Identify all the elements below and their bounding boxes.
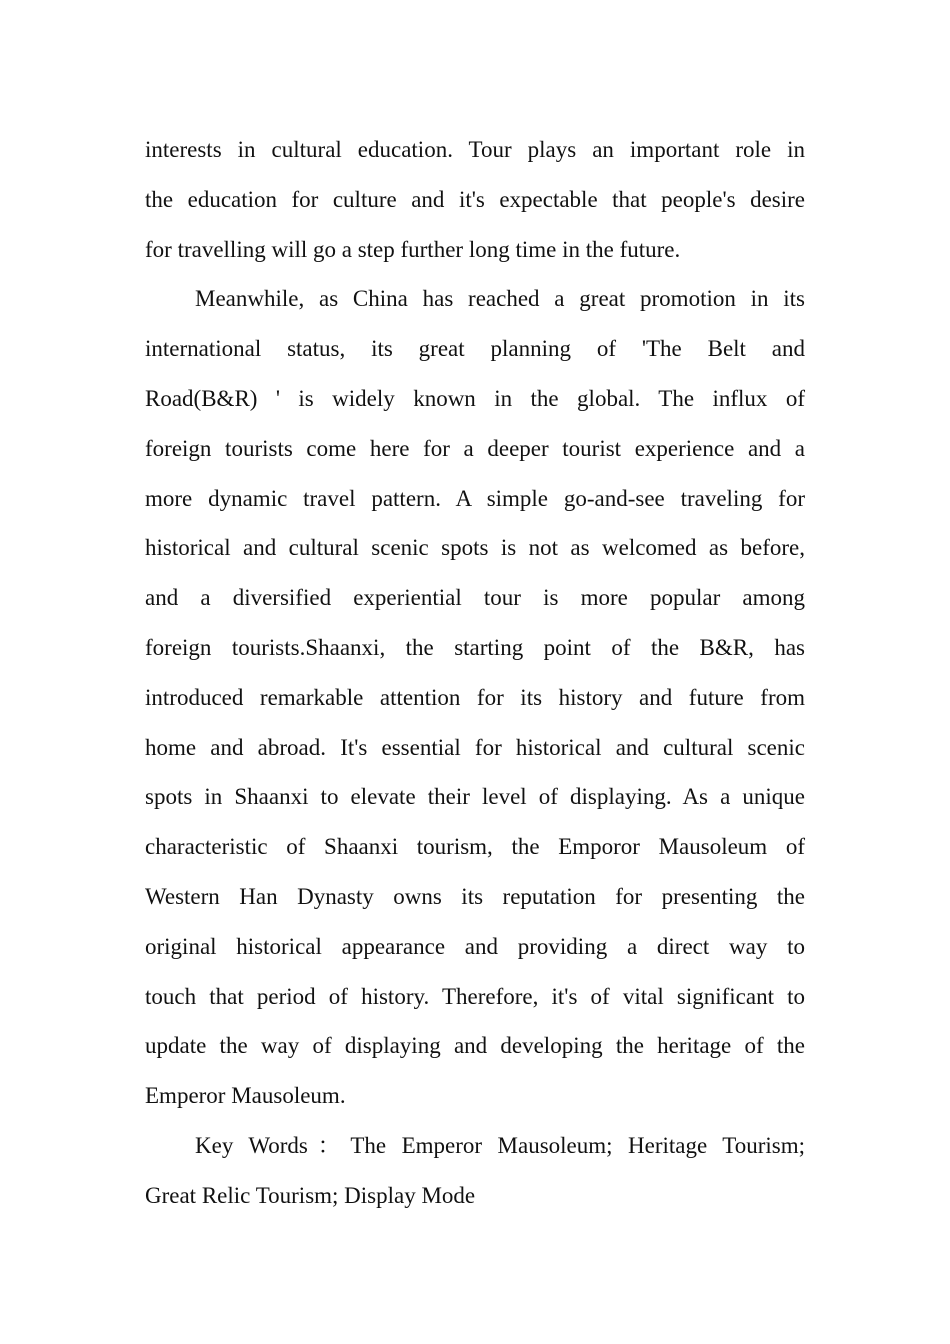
text-line: more dynamic travel pattern. A simple go-and-see traveling for [145, 485, 805, 511]
text-line: update the way of displaying and developing the heritage of the [145, 1033, 805, 1059]
paragraph-meanwhile [145, 274, 805, 1121]
text-line: spots in Shaanxi to elevate their level of displaying. As a unique [145, 784, 805, 810]
text-line: historical and cultural scenic spots is not as welcomed as before, [145, 535, 805, 561]
text-line: for travelling will go a step further long time in the future. [145, 236, 681, 262]
text-line: home and abroad. It's essential for historical and cultural scenic [145, 734, 805, 760]
text-line: original historical appearance and providing a direct way to [145, 933, 805, 959]
text-line: Emperor Mausoleum. [145, 1083, 346, 1109]
document-page [145, 125, 805, 1221]
text-line: interests in cultural education. Tour plays an important role in [145, 137, 805, 162]
text-line: Road(B&R) ' is widely known in the global. The influx of [145, 385, 805, 411]
text-line: introduced remarkable attention for its history and future from [145, 684, 805, 710]
text-line: foreign tourists come here for a deeper tourist experience and a [145, 435, 805, 461]
text-line: international status, its great planning of 'The Belt and [145, 336, 805, 362]
keywords-line: Great Relic Tourism; Display Mode [145, 1182, 476, 1208]
text-line: foreign tourists.Shaanxi, the starting point of the B&R, has [145, 634, 805, 660]
text-line: touch that period of history. Therefore, it's of vital significant to [145, 983, 805, 1009]
text-line: the education for culture and it's expectable that people's desire [145, 186, 805, 212]
text-line: Meanwhile, as China has reached a great promotion in its [195, 286, 805, 312]
text-line: Western Han Dynasty owns its reputation for presenting the [145, 883, 805, 909]
text-line: and a diversified experiential tour is more popular among [145, 585, 805, 611]
text-line: characteristic of Shaanxi tourism, the Emporor Mausoleum of [145, 834, 805, 860]
keywords-line: Key Words：The Emperor Mausoleum; Heritage Tourism; [195, 1132, 805, 1158]
paragraph-continuation [145, 125, 805, 274]
keywords-paragraph [145, 1121, 805, 1221]
